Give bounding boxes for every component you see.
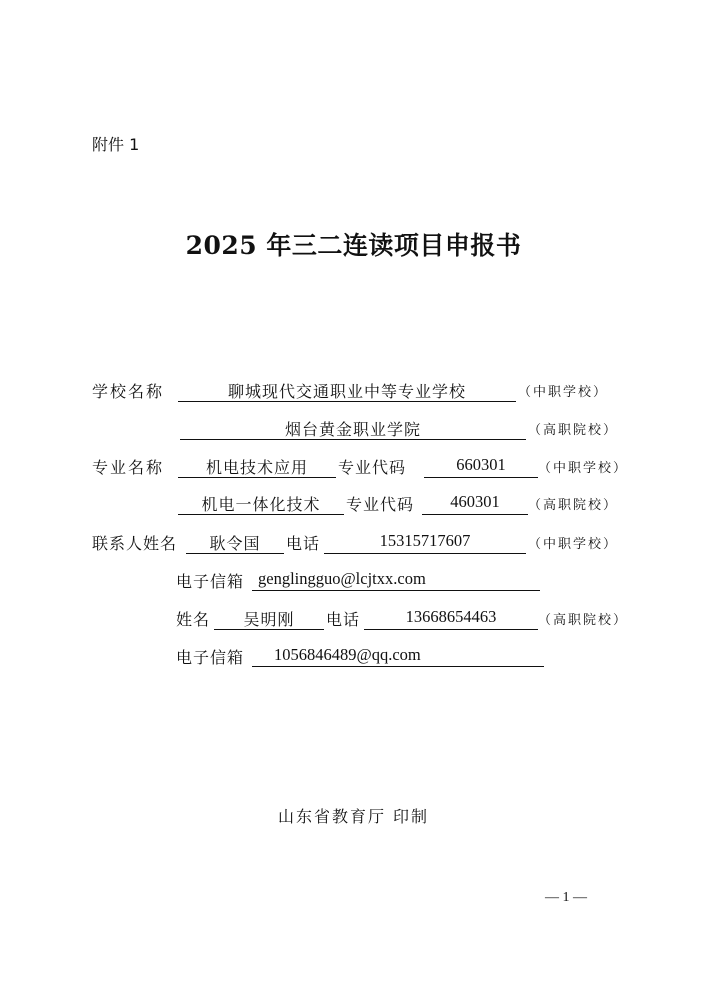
school-higher-name: 烟台黄金职业学院 [180, 417, 526, 440]
contact-secondary-email: genglingguo@lcjtxx.com [252, 569, 540, 591]
attachment-label: 附件 1 [92, 135, 140, 154]
contact-secondary-phone-label: 电话 [286, 534, 321, 553]
contact-higher-person: 吴明刚 [214, 607, 324, 630]
major-name-label: 专业名称 [92, 458, 165, 477]
major-secondary-row [92, 455, 632, 479]
contact-secondary-note: （中职学校） [528, 537, 619, 552]
major-higher-code-label: 专业代码 [346, 495, 415, 514]
contact-secondary-phone: 15315717607 [324, 531, 526, 554]
contact-higher-email-row [176, 645, 556, 669]
school-name-label: 学校名称 [92, 382, 165, 401]
document-title: 2025 年三二连读项目申报书 [185, 231, 522, 260]
contact-higher-note: （高职院校） [538, 613, 629, 628]
major-secondary-code-label: 专业代码 [338, 458, 407, 477]
major-higher-name: 机电一体化技术 [178, 492, 344, 515]
school-secondary-note: （中职学校） [518, 385, 609, 400]
issuer-footer: 山东省教育厅 印制 [277, 807, 430, 826]
major-secondary-code: 660301 [424, 455, 538, 478]
major-higher-note: （高职院校） [528, 498, 619, 513]
contact-higher-name-label: 姓名 [176, 610, 211, 629]
major-higher-row [92, 492, 632, 516]
contact-higher-email-label: 电子信箱 [176, 648, 245, 667]
major-higher-code: 460301 [422, 492, 528, 515]
school-secondary-name: 聊城现代交通职业中等专业学校 [178, 379, 516, 402]
page-number: — 1 — [545, 890, 587, 905]
contact-name-label: 联系人姓名 [92, 534, 178, 553]
contact-secondary-person: 耿令国 [186, 531, 284, 554]
contact-higher-row [176, 607, 636, 631]
school-higher-note: （高职院校） [528, 423, 619, 438]
contact-higher-phone: 13668654463 [364, 607, 538, 630]
school-secondary-row [92, 379, 632, 403]
major-secondary-note: （中职学校） [538, 461, 629, 476]
contact-secondary-row [92, 531, 632, 555]
contact-secondary-email-row [176, 569, 556, 593]
major-secondary-name: 机电技术应用 [178, 455, 336, 478]
contact-secondary-email-label: 电子信箱 [176, 572, 245, 591]
school-higher-row [92, 417, 632, 441]
contact-higher-email: 1056846489@qq.com [252, 645, 544, 667]
contact-higher-phone-label: 电话 [326, 610, 361, 629]
